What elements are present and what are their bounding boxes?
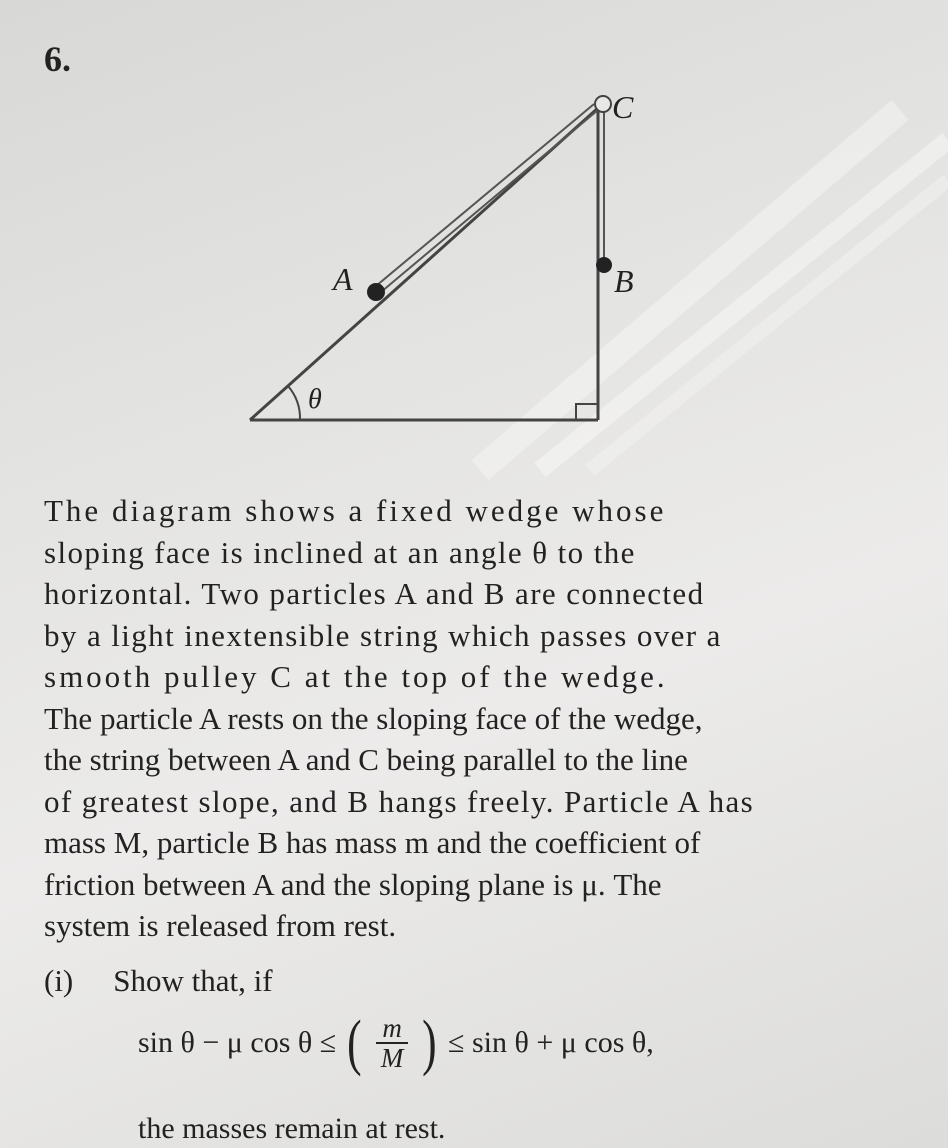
text-line: mass M, particle B has mass m and the coefficient of bbox=[44, 825, 701, 860]
question-text bbox=[44, 490, 924, 947]
text-line: by a light inextensible string which passes over a bbox=[44, 617, 722, 653]
frac-numerator: m bbox=[376, 1014, 408, 1044]
inequality-formula bbox=[138, 1009, 654, 1077]
question-number: 6. bbox=[44, 39, 71, 79]
text-line: horizontal. Two particles A and B are connected bbox=[44, 576, 705, 611]
pulley-c bbox=[595, 96, 611, 112]
text-line: system is released from rest. bbox=[44, 908, 397, 943]
text-line: The particle A rests on the sloping face of the wedge, bbox=[44, 700, 703, 736]
label-a: A bbox=[333, 261, 353, 297]
part-i bbox=[44, 963, 273, 999]
text-line: the string between A and C being parallel to the line bbox=[44, 742, 688, 777]
label-c: C bbox=[612, 89, 634, 125]
formula-right: ≤ sin θ + μ cos θ, bbox=[448, 1026, 654, 1059]
text-line: The diagram shows a fixed wedge whose bbox=[44, 493, 667, 528]
label-b: B bbox=[614, 263, 634, 299]
part-prompt: Show that, if bbox=[113, 963, 273, 998]
wedge-diagram bbox=[0, 0, 948, 480]
close-paren: ) bbox=[422, 1009, 437, 1077]
text-line: of greatest slope, and B hangs freely. Particle A has bbox=[44, 783, 755, 819]
frac-denominator: M bbox=[380, 1043, 404, 1073]
text-line: sloping face is inclined at an angle θ to the bbox=[44, 534, 636, 570]
mass-ratio bbox=[373, 1014, 412, 1073]
part-label: (i) bbox=[44, 963, 74, 998]
text-line: smooth pulley C at the top of the wedge. bbox=[44, 659, 668, 694]
conclusion-text: the masses remain at rest. bbox=[138, 1112, 446, 1145]
particle-a bbox=[367, 283, 385, 301]
open-paren: ( bbox=[347, 1009, 362, 1077]
glare-stripes bbox=[480, 110, 948, 470]
particle-b bbox=[596, 257, 612, 273]
label-theta: θ bbox=[308, 384, 322, 415]
text-line: friction between A and the sloping plane is μ. The bbox=[44, 866, 662, 902]
formula-left: sin θ − μ cos θ ≤ bbox=[138, 1026, 337, 1059]
